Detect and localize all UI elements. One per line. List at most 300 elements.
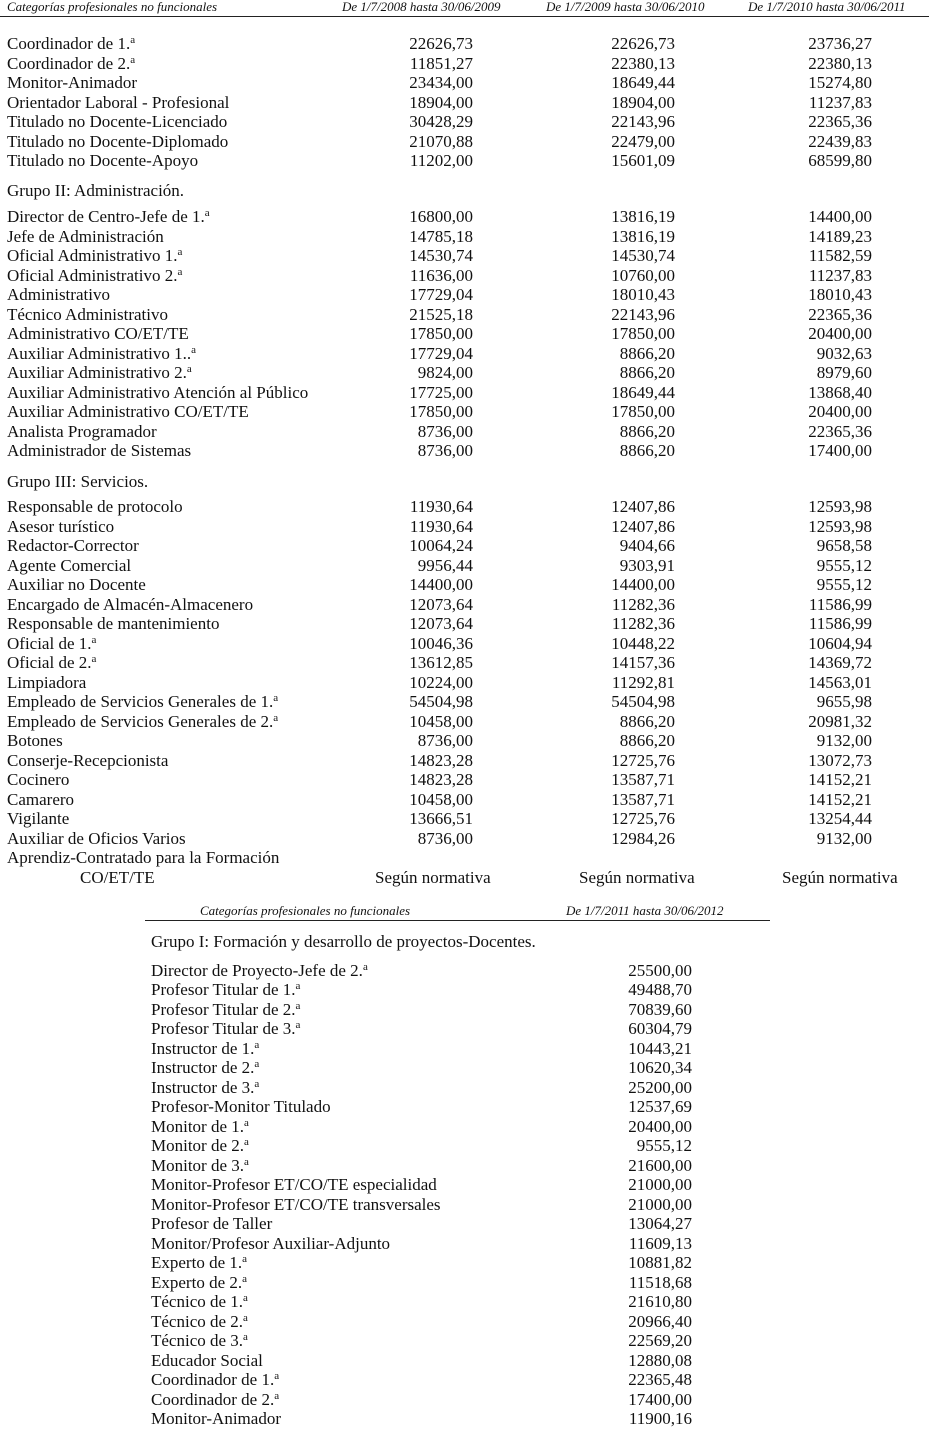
category-label: [7, 93, 229, 113]
category-label: [7, 595, 253, 615]
table2-group-1-title: Grupo I: Formación y desarrollo de proyectos-Docentes.: [151, 932, 536, 951]
salary-value-v3: 8979,60: [816, 363, 872, 382]
table-row: [0, 575, 929, 595]
category-label: [7, 770, 69, 790]
category-text: Profesor Titular de 1.: [151, 980, 296, 999]
category-text: Monitor de 3.: [151, 1155, 245, 1175]
table-header: [0, 0, 929, 17]
table-row: [0, 324, 929, 344]
salary-value-v1: 17850,00: [409, 402, 473, 421]
category-text: Auxiliar no Docente: [7, 575, 146, 594]
table-row: [0, 285, 929, 305]
salary-value-v2: 8866,20: [619, 343, 675, 363]
salary-value-v3: 13072,73: [808, 750, 872, 770]
salary-value-v3: 9555,12: [816, 575, 872, 594]
category-text: Oficial Administrativo 2.: [7, 265, 178, 285]
salary-value-v3: 23736,27: [808, 34, 872, 53]
category-label: [151, 1078, 259, 1098]
salary-value-v3: 11237,83: [808, 92, 872, 112]
category-text: Administrativo CO/ET/TE: [7, 324, 189, 343]
salary-value-v1: 54504,98: [409, 692, 473, 711]
ordinal-superscript: a: [254, 1038, 260, 1051]
salary-value-v2: 8866,20: [619, 363, 675, 382]
category-text: Cocinero: [7, 770, 70, 789]
category-label: [7, 673, 86, 693]
table-row: [0, 731, 929, 751]
category-label: [7, 731, 63, 751]
category-label: [151, 1331, 248, 1351]
category-text: Auxiliar Administrativo 1..: [7, 343, 192, 363]
salary-value-v1: 23434,00: [409, 73, 473, 92]
ordinal-superscript: a: [177, 265, 183, 278]
salary-value-v1: 14530,74: [409, 246, 473, 265]
ordinal-superscript: a: [191, 343, 197, 356]
category-text: Encargado de Almacén-Almacenero: [7, 594, 254, 614]
table-row: [145, 1039, 770, 1059]
ordinal-superscript: a: [295, 999, 301, 1012]
salary-value-v2: 15601,09: [611, 151, 675, 170]
category-label: [151, 1273, 247, 1293]
category-label: [7, 73, 137, 93]
header-period-2010-2011: De 1/7/2010 hasta 30/06/2011: [748, 0, 906, 14]
salary-value-v1: 11851,27: [409, 53, 473, 73]
category-text: Instructor de 3.: [151, 1077, 255, 1097]
category-text: Monitor de 1.: [151, 1116, 245, 1136]
category-text: Redactor-Corrector: [7, 536, 139, 555]
salary-value-v1: 9956,44: [417, 555, 473, 575]
category-text: Profesor-Monitor Titulado: [151, 1097, 331, 1116]
salary-value-v2: 13587,71: [611, 770, 675, 789]
table-row: [0, 266, 929, 286]
category-label: [7, 324, 189, 344]
category-text: Asesor turístico: [7, 516, 115, 536]
salary-value-v2: 18649,44: [611, 382, 675, 402]
salary-value-v1: 13612,85: [409, 653, 473, 672]
category-text: Profesor de Taller: [151, 1214, 273, 1233]
table-row: [145, 1234, 770, 1254]
ordinal-superscript: a: [295, 1019, 301, 1031]
group-3-title: Grupo III: Servicios.: [7, 471, 149, 491]
salary-value-v3: 12593,98: [808, 497, 872, 516]
table-row: [0, 132, 929, 152]
salary-value-v1: 17729,04: [409, 343, 473, 363]
salary-value-v3: 17400,00: [808, 441, 872, 460]
table-row: [145, 1214, 770, 1234]
ordinal-superscript: a: [243, 1292, 248, 1304]
table-row: [0, 34, 929, 54]
salary-value-v3: 9555,12: [816, 555, 872, 575]
table-row: [0, 634, 929, 654]
apprentice-value-2008-2009: Según normativa: [375, 867, 491, 887]
salary-value-v1: 10046,36: [409, 633, 473, 653]
category-label: [7, 132, 228, 152]
category-text: Educador Social: [151, 1350, 263, 1370]
salary-value-v2: 9404,66: [619, 536, 675, 555]
category-text: Oficial Administrativo 1.: [7, 246, 178, 265]
table-row: [145, 1195, 770, 1215]
salary-value-v1: 18904,00: [409, 92, 473, 112]
salary-value-v1: 17725,00: [409, 382, 473, 402]
table-row: [0, 770, 929, 790]
salary-value-v3: 68599,80: [808, 151, 872, 170]
category-text: Empleado de Servicios Generales de 1.: [7, 692, 274, 711]
table-row: [0, 712, 929, 732]
table-row: [0, 751, 929, 771]
table-row: [0, 207, 929, 227]
salary-value-v2: 11282,36: [611, 594, 675, 614]
table-row: [145, 1058, 770, 1078]
category-text: Instructor de 1.: [151, 1038, 255, 1058]
category-text: Auxiliar de Oficios Varios: [7, 828, 186, 848]
salary-value-v3: 10604,94: [808, 633, 872, 653]
category-label: [151, 1156, 249, 1176]
category-text: Titulado no Docente-Licenciado: [7, 112, 228, 131]
salary-table-2011-2012: [145, 903, 770, 1429]
table-row: [0, 112, 929, 132]
salary-value-v2: 8866,20: [619, 421, 675, 441]
salary-value-v2: 22380,13: [611, 53, 675, 73]
category-label: [7, 692, 278, 712]
salary-value-v1: 14823,28: [409, 770, 473, 789]
table-row: [0, 402, 929, 422]
category-label: [151, 1292, 248, 1312]
salary-value-v2: 14530,74: [611, 246, 675, 265]
category-text: Auxiliar Administrativo Atención al Público: [7, 382, 309, 402]
table-row: [145, 1019, 770, 1039]
category-label: [151, 1390, 279, 1410]
salary-value-v1: 8736,00: [417, 731, 473, 750]
salary-value-v3: 11237,83: [808, 265, 872, 285]
salary-value-v1: 17850,00: [409, 324, 473, 343]
salary-value-v2: 54504,98: [611, 692, 675, 711]
category-label: [151, 961, 368, 981]
salary-value-v3: 22380,13: [808, 53, 872, 73]
table-row: [0, 344, 929, 364]
category-label: [7, 246, 182, 266]
salary-value-v2: 11292,81: [611, 672, 675, 692]
ordinal-superscript: a: [254, 1077, 260, 1090]
salary-value: 9555,12: [636, 1136, 692, 1155]
salary-value: 11609,13: [628, 1233, 692, 1253]
salary-value-v1: 10064,24: [409, 536, 473, 555]
salary-value-v3: 12593,98: [808, 516, 872, 536]
salary-value-v3: 13254,44: [808, 809, 872, 828]
category-label: [7, 151, 198, 171]
salary-value: 12537,69: [628, 1097, 692, 1116]
salary-value-v2: 14400,00: [611, 575, 675, 594]
category-label: [151, 1117, 249, 1137]
table-row: [0, 497, 929, 517]
table2-header-category: Categorías profesionales no funcionales: [200, 903, 411, 918]
category-text: Profesor Titular de 2.: [151, 999, 296, 1019]
salary-value-v3: 14152,21: [808, 789, 872, 809]
salary-value-v2: 13587,71: [611, 789, 675, 809]
table-row: [0, 383, 929, 403]
ordinal-superscript: a: [273, 692, 279, 704]
category-label: [151, 1058, 259, 1078]
salary-value-v2: 17850,00: [611, 324, 675, 343]
ordinal-superscript: a: [177, 246, 183, 258]
header-category: Categorías profesionales no funcionales: [7, 0, 218, 14]
salary-value-v2: 8866,20: [619, 711, 675, 731]
category-label: [7, 305, 168, 325]
salary-value: 10443,21: [628, 1038, 692, 1058]
table-row: [0, 790, 929, 810]
salary-value-v1: 30428,29: [409, 112, 473, 131]
salary-value-v2: 12725,76: [611, 809, 675, 828]
salary-value-v1: 14400,00: [409, 575, 473, 594]
salary-value-v1: 13666,51: [409, 809, 473, 828]
category-text: Responsable de mantenimiento: [7, 614, 220, 633]
table-row: [145, 980, 770, 1000]
salary-value: 11900,16: [628, 1409, 692, 1428]
salary-value: 17400,00: [628, 1389, 692, 1409]
ordinal-superscript: a: [243, 1311, 248, 1324]
category-text: Monitor/Profesor Auxiliar-Adjunto: [151, 1233, 391, 1253]
table-row: [145, 1312, 770, 1332]
category-text: Vigilante: [7, 809, 70, 828]
category-label: [151, 1175, 437, 1195]
table-row: [145, 961, 770, 981]
category-label: [151, 1000, 300, 1020]
category-text: Oficial de 1.: [7, 633, 92, 653]
salary-value: 21610,80: [628, 1292, 692, 1311]
category-text: Monitor de 2.: [151, 1136, 245, 1155]
table-row: [0, 673, 929, 693]
salary-value-v3: 18010,43: [808, 285, 872, 304]
table-row: [145, 1409, 770, 1429]
table-row: [145, 1253, 770, 1273]
category-text: Agente Comercial: [7, 555, 132, 575]
ordinal-superscript: a: [243, 1331, 248, 1343]
ordinal-superscript: a: [362, 960, 368, 973]
ordinal-superscript: a: [295, 980, 301, 992]
table-row: [0, 305, 929, 325]
salary-value-v1: 10224,00: [409, 672, 473, 692]
salary-value-v1: 14823,28: [409, 750, 473, 770]
table-row: [145, 1078, 770, 1098]
salary-value-v2: 18010,43: [611, 285, 675, 304]
category-text: Coordinador de 1.: [151, 1370, 275, 1389]
apprentice-value-2009-2010: Según normativa: [579, 867, 695, 887]
category-text: Técnico Administrativo: [7, 304, 168, 324]
table-row: [145, 1000, 770, 1020]
category-label: [7, 809, 69, 829]
salary-value-v1: 8736,00: [417, 421, 473, 441]
salary-value-v3: 13868,40: [808, 382, 872, 402]
table-row: [0, 536, 929, 556]
category-label: [7, 634, 96, 654]
salary-value-v1: 10458,00: [409, 711, 473, 731]
category-text: Conserje-Recepcionista: [7, 750, 169, 770]
salary-value-v2: 8866,20: [619, 441, 675, 460]
table-row: [0, 151, 929, 171]
salary-value-v1: 22626,73: [409, 34, 473, 53]
salary-value-v2: 14157,36: [611, 653, 675, 672]
table-row: [145, 1331, 770, 1351]
category-text: Orientador Laboral - Profesional: [7, 92, 230, 112]
salary-value-v1: 9824,00: [417, 363, 473, 382]
category-text: Empleado de Servicios Generales de 2.: [7, 711, 274, 731]
category-text: Auxiliar Administrativo 2.: [7, 363, 187, 382]
category-text: Monitor-Animador: [7, 73, 137, 92]
ordinal-superscript: a: [204, 207, 210, 219]
salary-value-v2: 22626,73: [611, 34, 675, 53]
category-label: [7, 383, 308, 403]
category-text: Auxiliar Administrativo CO/ET/TE: [7, 402, 249, 421]
category-label: [151, 1253, 247, 1273]
salary-value-v2: 18904,00: [611, 92, 675, 112]
apprentice-value-2010-2011: Según normativa: [782, 867, 898, 887]
table-row: [145, 1351, 770, 1371]
salary-value-v2: 12725,76: [611, 750, 675, 770]
ordinal-superscript: a: [242, 1253, 247, 1265]
table-row: [0, 595, 929, 615]
salary-value-v2: 22143,96: [611, 112, 675, 131]
salary-value-v1: 14785,18: [409, 226, 473, 246]
category-label: [151, 1019, 300, 1039]
salary-value-v3: 14152,21: [808, 770, 872, 789]
salary-value-v3: 11582,59: [808, 246, 872, 265]
salary-value: 49488,70: [628, 980, 692, 999]
salary-value-v3: 22439,83: [808, 131, 872, 151]
category-label: [151, 1214, 272, 1234]
category-label: [7, 556, 131, 576]
ordinal-superscript: a: [130, 53, 136, 66]
category-text: Oficial de 2.: [7, 653, 92, 672]
salary-value-v3: 15274,80: [808, 73, 872, 92]
salary-value: 20966,40: [628, 1311, 692, 1331]
table-row: [145, 1390, 770, 1410]
category-text: Titulado no Docente-Apoyo: [7, 151, 199, 170]
salary-value: 22569,20: [628, 1331, 692, 1350]
category-text: Analista Programador: [7, 421, 157, 441]
category-text: Jefe de Administración: [7, 226, 164, 246]
category-text: Administrativo: [7, 285, 110, 304]
salary-value-v3: 22365,36: [808, 304, 872, 324]
ordinal-superscript: a: [242, 1272, 247, 1285]
header-period-2009-2010: De 1/7/2009 hasta 30/06/2010: [546, 0, 705, 14]
category-text: Profesor Titular de 3.: [151, 1019, 296, 1038]
category-label: [7, 54, 135, 74]
table-row: [145, 1370, 770, 1390]
salary-value-v1: 11636,00: [409, 265, 473, 285]
salary-value: 70839,60: [628, 999, 692, 1019]
salary-value-v3: 20400,00: [808, 324, 872, 343]
salary-value-v2: 11282,36: [611, 614, 675, 633]
category-label: [7, 497, 183, 517]
salary-value-v2: 13816,19: [611, 226, 675, 246]
salary-value: 60304,79: [628, 1019, 692, 1038]
table-row: [0, 653, 929, 673]
category-text: Técnico de 1.: [151, 1292, 244, 1311]
category-label: [151, 1370, 279, 1390]
category-label: [7, 34, 135, 54]
salary-value-v3: 11586,99: [808, 594, 872, 614]
ordinal-superscript: a: [244, 1136, 249, 1148]
category-label: [7, 790, 74, 810]
salary-value-v1: 10458,00: [409, 789, 473, 809]
salary-value-v1: 21070,88: [409, 131, 473, 151]
category-label: [7, 829, 186, 849]
salary-value: 21000,00: [628, 1194, 692, 1214]
category-text: Director de Centro-Jefe de 1.: [7, 207, 205, 226]
table-row: [0, 692, 929, 712]
salary-value-v2: 18649,44: [611, 73, 675, 92]
category-text: Camarero: [7, 789, 75, 809]
salary-value-v3: 11586,99: [808, 614, 872, 633]
category-label: [151, 980, 300, 1000]
salary-value-v1: 8736,00: [417, 828, 473, 848]
rows-group-1-continued: [0, 34, 929, 171]
table-row: [0, 246, 929, 266]
category-label: [7, 575, 146, 595]
ordinal-superscript: a: [91, 653, 97, 665]
salary-value-v2: 10448,22: [611, 633, 675, 653]
category-label: [7, 614, 219, 634]
salary-value: 20400,00: [628, 1116, 692, 1136]
salary-value-v2: 10760,00: [611, 265, 675, 285]
salary-value-v3: 9655,98: [816, 692, 872, 711]
salary-value-v3: 9658,58: [816, 536, 872, 555]
table-row: [145, 1175, 770, 1195]
salary-value: 21600,00: [628, 1155, 692, 1175]
salary-value-v3: 9032,63: [816, 343, 872, 363]
salary-value-v1: 21525,18: [409, 304, 473, 324]
table-row: [145, 1136, 770, 1156]
salary-value-v1: 8736,00: [417, 441, 473, 460]
category-label: [7, 344, 196, 364]
category-text: Administrador de Sistemas: [7, 441, 192, 460]
category-text: Experto de 2.: [151, 1272, 243, 1292]
ordinal-superscript: a: [244, 1116, 249, 1129]
salary-value: 13064,27: [628, 1214, 692, 1233]
category-label: [7, 207, 210, 227]
category-label: [7, 422, 157, 442]
header-period-2008-2009: De 1/7/2008 hasta 30/06/2009: [342, 0, 501, 14]
category-text: Experto de 1.: [151, 1253, 243, 1272]
table-row: [145, 1097, 770, 1117]
salary-value-v1: 12073,64: [409, 594, 473, 614]
salary-value: 25500,00: [628, 960, 692, 980]
category-label: [7, 441, 191, 461]
category-label: [7, 112, 227, 132]
salary-value: 10881,82: [628, 1253, 692, 1272]
category-label: [7, 653, 96, 673]
salary-value-v1: 16800,00: [409, 207, 473, 226]
table-row: [0, 73, 929, 93]
table-row: [0, 363, 929, 383]
group-2-title: Grupo II: Administración.: [7, 180, 185, 200]
salary-value-v2: 12407,86: [611, 516, 675, 536]
salary-value-v2: 22479,00: [611, 131, 675, 151]
rows-group-3: [0, 497, 929, 848]
ordinal-superscript: a: [274, 1389, 280, 1402]
apprentice-label-line2: CO/ET/TE: [80, 867, 155, 887]
salary-value-v1: 17729,04: [409, 285, 473, 304]
category-label: [7, 517, 114, 537]
salary-value-v1: 11930,64: [409, 497, 473, 516]
table-row: [0, 556, 929, 576]
category-text: Botones: [7, 731, 63, 750]
table2-header: [145, 903, 770, 921]
table-row: [145, 1156, 770, 1176]
category-label: [7, 363, 192, 383]
rows-group-2: [0, 207, 929, 461]
apprentice-row-line1: [0, 848, 929, 868]
salary-value-v3: 22365,36: [808, 112, 872, 131]
salary-value: 25200,00: [628, 1077, 692, 1097]
